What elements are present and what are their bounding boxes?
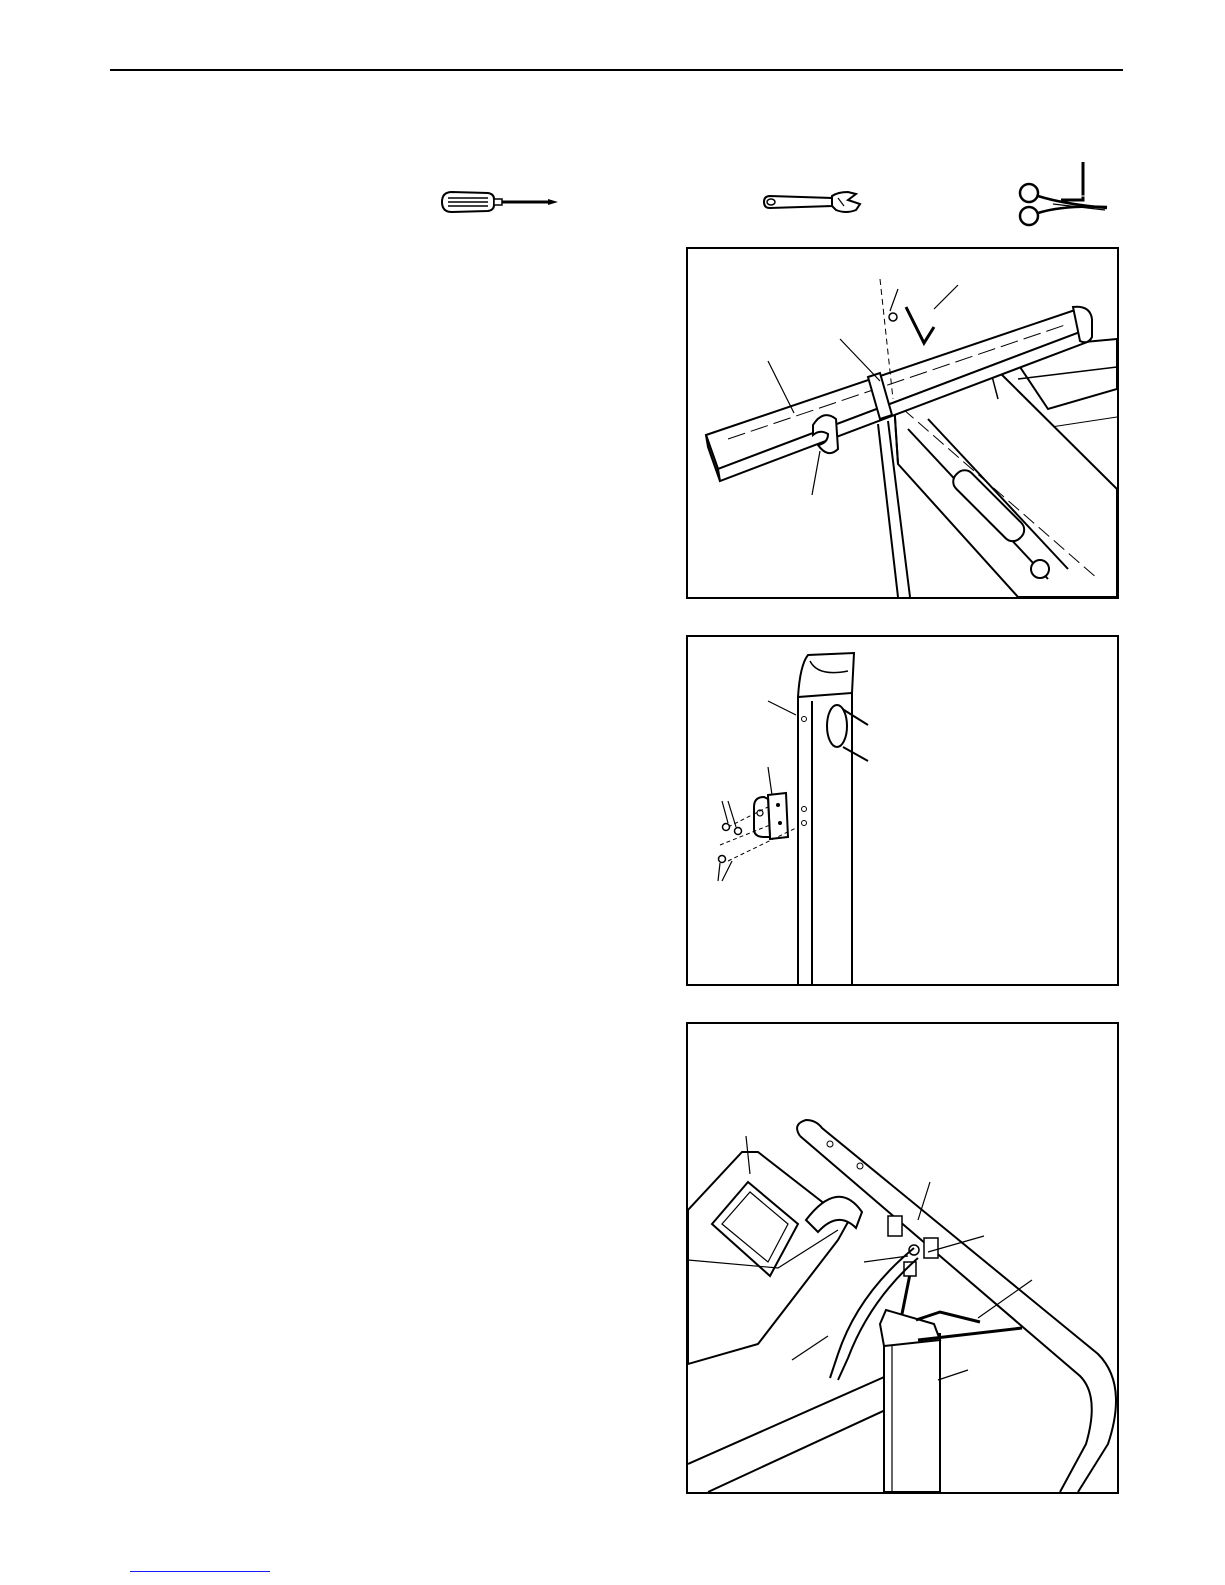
figure-upright-crossbar-assembly: [686, 247, 1119, 599]
footer-link[interactable]: [130, 1571, 270, 1572]
phillips-screwdriver-icon: [440, 190, 565, 214]
figure-console-wire-routing: [686, 1022, 1119, 1494]
adjustable-wrench-icon: [760, 188, 870, 216]
header-rule: [110, 69, 1123, 71]
scissors-and-hex-key-icon: [1013, 160, 1113, 232]
figure-upright-bracket-screws: [686, 635, 1119, 986]
